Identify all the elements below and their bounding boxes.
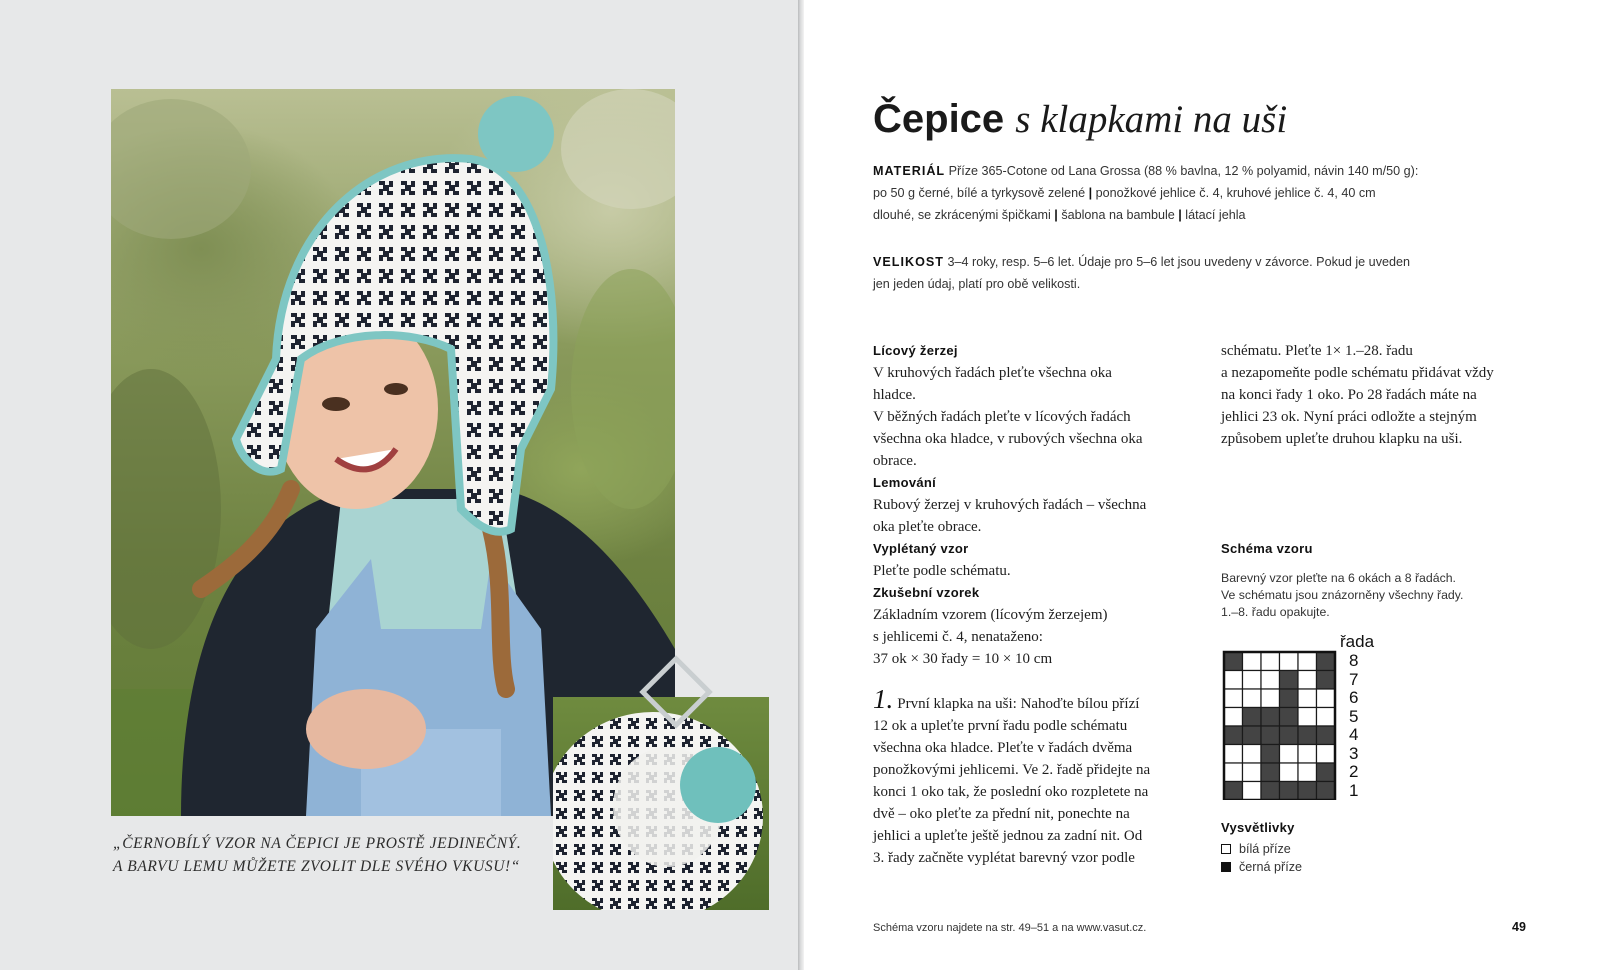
chart-cell-white [1243,652,1262,671]
text-line: všechna oka hladce, v rubových všechna oka [873,431,1143,447]
chart-cell-black [1280,689,1299,708]
schema-description [1221,570,1463,621]
page-title [873,92,1287,147]
chart-cell-white [1298,689,1317,708]
chart-cell-black [1280,726,1299,745]
material-text-3c: látací jehla [1185,208,1246,222]
text-line: všechna oka hladce. Pleťte v řadách dvěma [873,740,1133,756]
legend-title: Vysvětlivky [1221,820,1295,835]
text-line: s jehlicemi č. 4, nenataženo: [873,629,1043,645]
text-line: oka pleťte obrace. [873,519,982,535]
text-line: na konci řady 1 oko. Po 28 řadách máte na [1221,387,1477,403]
chart-cell-white [1224,708,1243,727]
text-line: hladce. [873,387,916,403]
legend-label-black: černá příze [1239,860,1302,874]
schema-desc-line: 1.–8. řadu opakujte. [1221,605,1330,619]
chart-cell-black [1280,671,1299,690]
material-label: MATERIÁL [873,164,946,178]
separator: | [1178,208,1182,222]
text-line: V běžných řadách pleťte v lícových řadách [873,409,1131,425]
text-line: 37 ok × 30 řady = 10 × 10 cm [873,651,1053,667]
chart-cell-white [1243,763,1262,782]
row-axis-label: řada [1340,632,1375,651]
legend-item-white [1221,842,1291,856]
caption-line-1: „ČERNOBÍLÝ VZOR NA ČEPICI JE PROSTĚ JEDINEČNÝ. [113,835,522,852]
size-text-1: 3–4 roky, resp. 5–6 let. Údaje pro 5–6 let jsou uvedeny v závorce. Pokud je uveden [947,255,1411,269]
chart-cell-white [1298,745,1317,764]
chart-cell-white [1224,763,1243,782]
material-text-2a: po 50 g černé, bílé a tyrkysově zelené [873,186,1086,200]
heading-licovy: Lícový žerzej [873,343,958,358]
text-line: obrace. [873,453,917,469]
chart-cell-white [1243,782,1262,801]
text-line: způsobem upleťte druhou klapku na uši. [1221,431,1463,447]
schema-title: Schéma vzoru [1221,541,1313,556]
step-1-line-0 [873,684,1150,715]
chart-cell-black [1261,763,1280,782]
material-text-3a: dlouhé, se zkrácenými špičkami [873,208,1051,222]
chart-cell-black [1243,726,1262,745]
text-line: ponožkovými jehlicemi. Ve 2. řadě přidejte na [873,762,1151,778]
legend-item-black [1221,860,1302,874]
chart-cell-white [1243,689,1262,708]
material-line-3 [873,204,1418,226]
schema-desc-line: Barevný vzor pleťte na 6 okách a 8 řadách. [1221,571,1456,585]
text-line: 3. řady začněte vyplétat barevný vzor podle [873,850,1135,866]
row-number: 6 [1349,688,1359,707]
footer-note: Schéma vzoru najdete na str. 49–51 a na www.vasut.cz. [873,922,1147,934]
text-line: Pleťte podle schématu. [873,563,1011,579]
chart-cell-white [1298,708,1317,727]
chart-cell-white [1298,671,1317,690]
chart-cell-black [1243,708,1262,727]
text-line: jehlici a upleťte ještě jednou za zadní nit. Od [873,828,1143,844]
material-line-1 [873,160,1418,182]
row-number: 4 [1349,725,1359,744]
row-number: 3 [1349,743,1359,763]
schema-desc-line: Ve schématu jsou znázorněny všechny řady. [1221,588,1464,602]
size-line-2: jen jeden údaj, platí pro obě velikosti. [873,277,1081,291]
chart-cell-black [1298,782,1317,801]
row-numbers [1349,652,1369,800]
material-block [873,160,1418,226]
chart-cell-white [1243,671,1262,690]
chart-cell-black [1224,726,1243,745]
row-number: 5 [1349,706,1359,726]
chart-cell-white [1280,763,1299,782]
size-line-1 [873,251,1410,273]
chart-cell-white [1298,763,1317,782]
knitting-chart-grid [1222,650,1340,800]
material-text-3b: šablona na bambule [1061,208,1175,222]
text-line: Rubový žerzej v kruhových řadách – všechna [873,497,1147,513]
text-line: První klapka na uši: Nahoďte bílou přízí [897,696,1140,712]
chart-cell-white [1261,689,1280,708]
chart-cell-black [1317,763,1336,782]
chart-cell-white [1261,652,1280,671]
text-line: Základním vzorem (lícovým žerzejem) [873,607,1108,623]
chart-cell-white [1243,745,1262,764]
legend-label-white: bílá příze [1239,842,1291,856]
separator: | [1054,208,1058,222]
chart-cell-black [1261,708,1280,727]
row-number: 7 [1349,669,1359,689]
chart-cell-black [1317,652,1336,671]
heading-vypletany: Vyplétaný vzor [873,541,969,556]
chart-cell-white [1280,745,1299,764]
material-line-2 [873,182,1418,204]
chart-cell-white [1280,652,1299,671]
photo-caption [113,832,543,878]
step-number: 1. [873,684,894,714]
title-bold: Čepice [873,97,1005,141]
chart-cell-white [1224,689,1243,708]
text-line: konci 1 oko tak, že poslední oko rozpletete na [873,784,1149,800]
chart-cell-white [1317,708,1336,727]
row-number: 8 [1349,651,1359,670]
material-text-1: Příze 365-Cotone od Lana Grossa (88 % bavlna, 12 % polyamid, návin 140 m/50 g): [948,164,1419,178]
text-line: schématu. Pleťte 1× 1.–28. řadu [1221,343,1413,359]
size-block [873,251,1410,295]
chart-cell-black [1317,782,1336,801]
chart-cell-black [1224,782,1243,801]
heading-lemovani: Lemování [873,475,937,490]
text-line: 12 ok a upleťte první řadu podle schématu [873,718,1128,734]
legend-swatch-black [1221,862,1231,872]
row-number: 2 [1349,762,1359,781]
chart-cell-black [1224,652,1243,671]
chart-cell-black [1280,782,1299,801]
heading-zkusebni: Zkušební vzorek [873,585,980,600]
instructions-column-2 [1221,340,1541,450]
text-line: jehlici 23 ok. Nyní práci odložte a stejným [1221,409,1477,425]
row-number: 1 [1349,780,1359,800]
size-label: VELIKOST [873,255,944,269]
legend-swatch-white [1221,844,1231,854]
chart-cell-black [1317,671,1336,690]
photo-hat-detail [553,697,769,910]
chart-cell-black [1317,726,1336,745]
chart-cell-white [1261,671,1280,690]
chart-cell-black [1261,782,1280,801]
chart-cell-white [1317,689,1336,708]
page-number: 49 [1512,920,1526,934]
text-line: V kruhových řadách pleťte všechna oka [873,365,1112,381]
title-italic: s klapkami na uši [1015,98,1288,141]
chart-cell-black [1261,745,1280,764]
text-line: dvě – oko pleťte za přední nit, ponechte na [873,806,1130,822]
caption-line-2: A BARVU LEMU MŮŽETE ZVOLIT DLE SVÉHO VKUSU!“ [113,858,520,875]
chart-cell-black [1298,726,1317,745]
chart-cell-white [1298,652,1317,671]
chart-cell-black [1261,726,1280,745]
step-1 [873,684,1151,869]
text-line: a nezapomeňte podle schématu přidávat vždy [1221,365,1494,381]
chart-cell-white [1317,745,1336,764]
material-text-2b: ponožkové jehlice č. 4, kruhové jehlice č. 4, 40 cm [1095,186,1376,200]
instructions-column-1 [873,340,1193,670]
chart-cell-black [1280,708,1299,727]
chart-cell-white [1224,671,1243,690]
separator: | [1088,186,1093,200]
chart-cell-white [1224,745,1243,764]
